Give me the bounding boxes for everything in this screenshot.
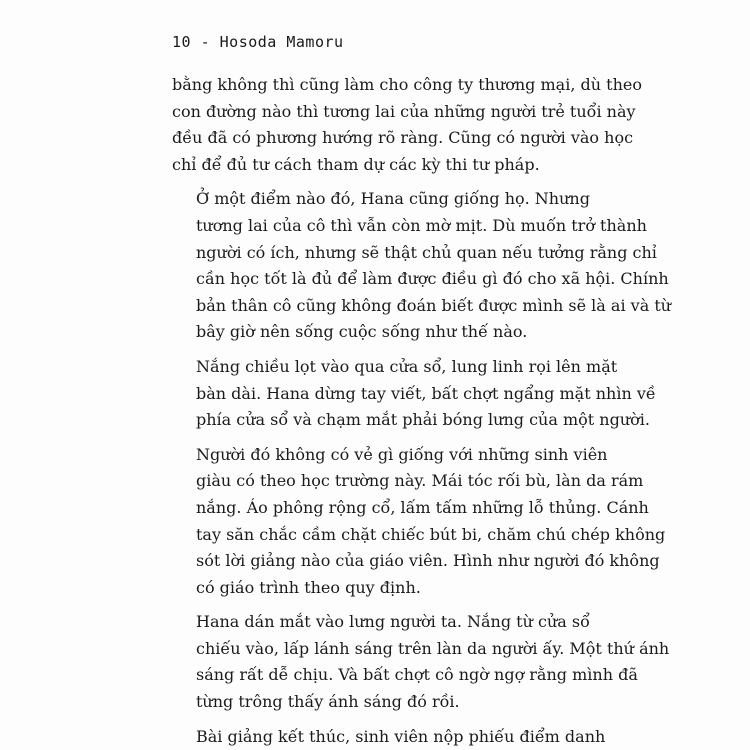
text-line: Người đó không có vẻ gì giống với những sinh viên <box>196 444 608 464</box>
text-line: bây giờ nên sống cuộc sống như thế nào. <box>196 322 528 342</box>
text-line: cần học tốt là đủ để làm được điều gì đó cho xã hội. Chính <box>196 269 669 289</box>
text-line: chỉ để đủ tư cách tham dự các kỳ thi tư pháp. <box>172 154 540 174</box>
text-line: chiếu vào, lấp lánh sáng trên làn da người ấy. Một thứ ánh <box>196 638 670 658</box>
text-line: sáng rất dễ chịu. Và bất chợt cô ngờ ngợ rằng mình đã <box>196 665 638 685</box>
paragraph-1 <box>172 72 642 178</box>
text-line: từng trông thấy ánh sáng đó rồi. <box>196 692 460 712</box>
text-line: Hana dán mắt vào lưng người ta. Nắng từ cửa sổ <box>196 612 590 632</box>
text-line: tay săn chắc cầm chặt chiếc bút bi, chăm chú chép không <box>196 524 666 544</box>
text-line: Nắng chiều lọt vào qua cửa sổ, lung linh rọi lên mặt <box>196 356 618 376</box>
paragraph-5 <box>172 609 670 715</box>
paragraph-4 <box>172 442 666 602</box>
text-line: bản thân cô cũng không đoán biết được mình sẽ là ai và từ <box>196 295 672 315</box>
text-line: người có ích, nhưng sẽ thật chủ quan nếu tưởng rằng chỉ <box>196 242 657 262</box>
running-header: 10 - Hosoda Mamoru <box>172 33 344 51</box>
text-line: sót lời giảng nào của giáo viên. Hình như người đó không <box>196 551 660 571</box>
text-line: có giáo trình theo quy định. <box>196 577 421 597</box>
paragraph-6 <box>172 724 606 750</box>
text-line: Bài giảng kết thúc, sinh viên nộp phiếu điểm danh <box>196 726 606 746</box>
text-line: nắng. Áo phông rộng cổ, lấm tấm những lỗ thủng. Cánh <box>196 497 649 517</box>
text-line: đều đã có phương hướng rõ ràng. Cũng có người vào học <box>172 128 634 148</box>
text-line: phía cửa sổ và chạm mắt phải bóng lưng của một người. <box>196 410 650 430</box>
text-line: Ở một điểm nào đó, Hana cũng giống họ. Nhưng <box>196 189 590 209</box>
text-line: tương lai của cô thì vẫn còn mờ mịt. Dù muốn trở thành <box>196 215 647 235</box>
text-line: bàn dài. Hana dừng tay viết, bất chợt ngẩng mặt nhìn về <box>196 383 656 403</box>
paragraph-3 <box>172 354 656 434</box>
paragraph-2 <box>172 186 672 346</box>
text-line: bằng không thì cũng làm cho công ty thương mại, dù theo <box>172 75 642 94</box>
body-text <box>172 72 672 750</box>
text-line: con đường nào thì tương lai của những người trẻ tuổi này <box>172 101 636 121</box>
text-line: giàu có theo học trường này. Mái tóc rối bù, làn da rám <box>196 471 644 491</box>
